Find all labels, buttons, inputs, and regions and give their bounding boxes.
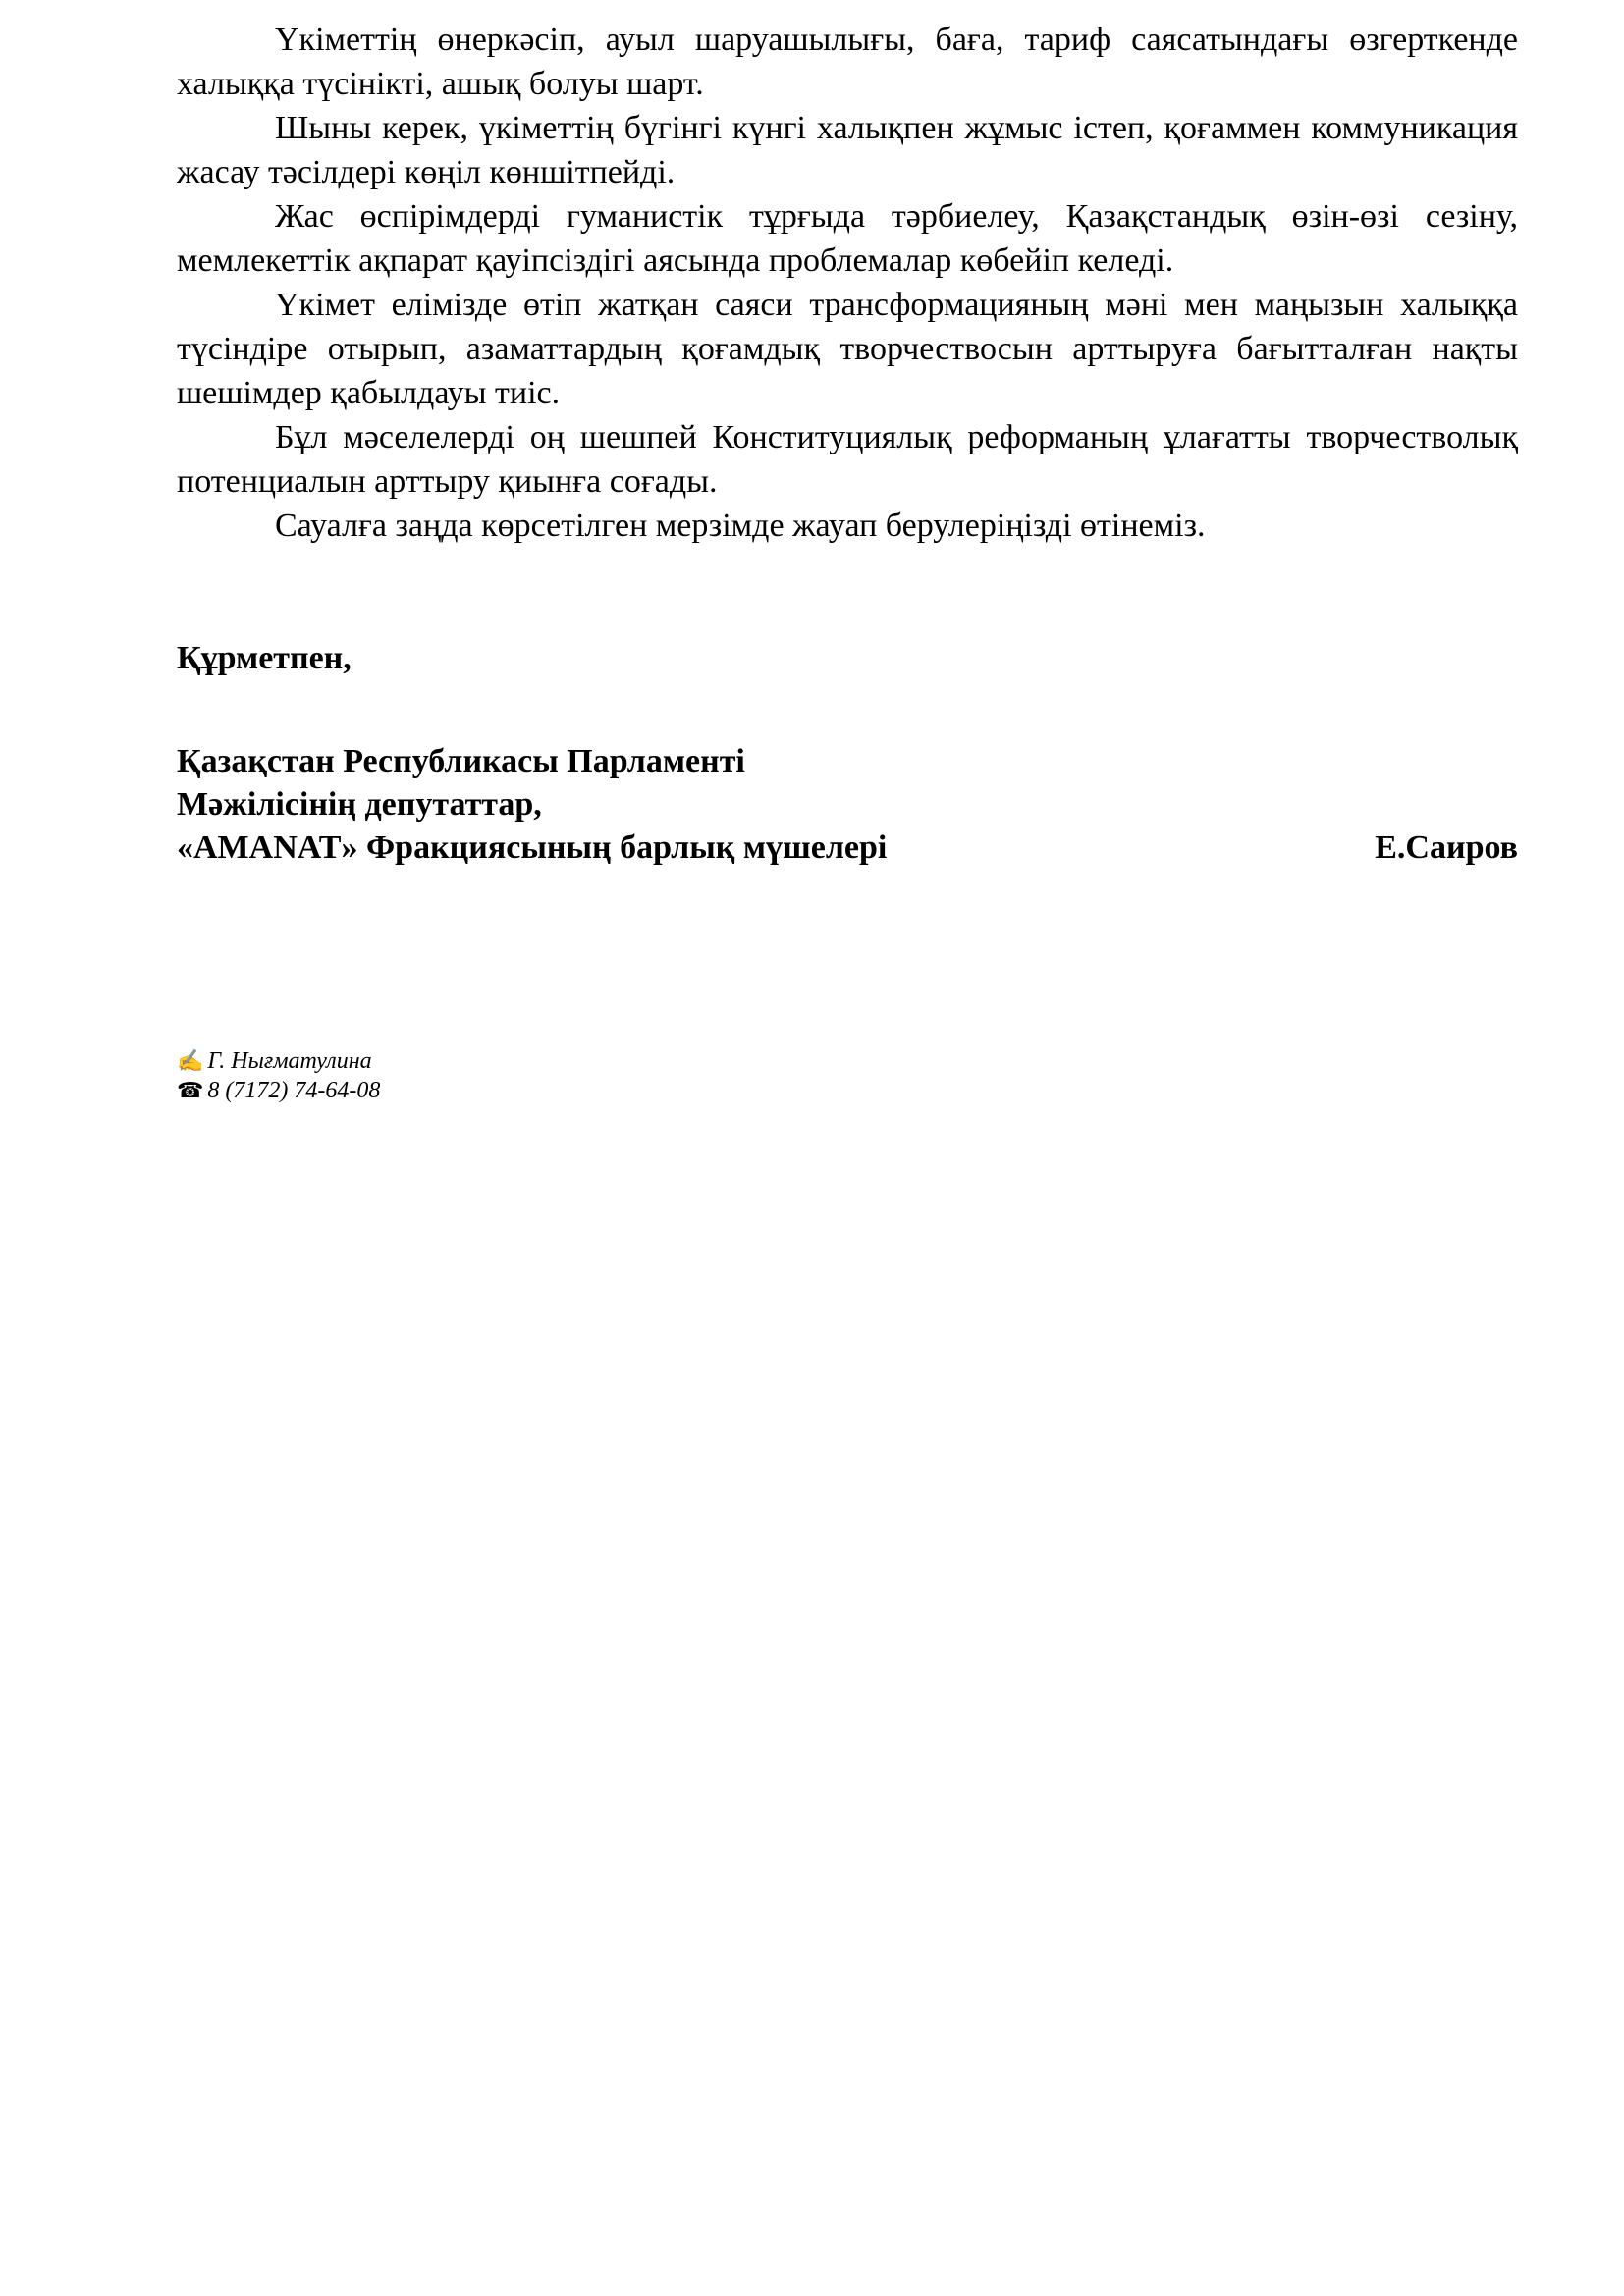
signature-line-3 xyxy=(177,827,1518,870)
salutation: Құрметпен, xyxy=(177,640,352,676)
body-text xyxy=(177,18,1518,548)
paragraph-1: Үкіметтің өнеркәсіп, ауыл шаруашылығы, баға, тариф саясатындағы өзгерткенде халыққа түсінікті, ашық болуы шарт. xyxy=(177,22,1518,102)
signature-block xyxy=(177,740,1518,870)
signatory-name: Е.Саиров xyxy=(1375,829,1518,866)
contact-info xyxy=(177,1046,380,1105)
document-page xyxy=(177,18,1518,1103)
signature-org: «AMANAT» Фракциясының барлық мүшелері xyxy=(177,829,888,866)
telephone-icon: ☎ xyxy=(177,1078,204,1102)
paragraph-4: Үкімет елімізде өтіп жатқан саяси трансформацияның мәні мен маңызын халыққа түсіндіре отырып, азаматтардың қоғамдық творчествосын арттыруға бағытталған нақты шешімдер қабылдауы тиіс. xyxy=(177,287,1518,411)
pen-icon: ✍ xyxy=(177,1048,204,1073)
signature-line-2: Мәжілісінің депутаттар, xyxy=(177,786,542,823)
executor-name: Г. Нығматулина xyxy=(207,1048,372,1074)
paragraph-5: Бұл мәселелерді оң шешпей Конституциялық реформаның ұлағатты творчестволық потенциалын арттыру қиынға соғады. xyxy=(177,419,1518,500)
phone-number: 8 (7172) 74-64-08 xyxy=(207,1078,381,1103)
phone-line xyxy=(177,1076,380,1105)
paragraph-3: Жас өспірімдерді гуманистік тұрғыда тәрбиелеу, Қазақстандық өзін-өзі сезіну, мемлекеттік ақпарат қауіпсіздігі аясында проблемалар көбейіп келеді. xyxy=(177,198,1518,279)
paragraph-2: Шыны керек, үкіметтің бүгінгі күнгі халықпен жұмыс істеп, қоғаммен коммуникация жасау тәсілдері көңіл көншітпейді. xyxy=(177,110,1518,190)
signature-line-1: Қазақстан Республикасы Парламенті xyxy=(177,743,745,779)
executor-line xyxy=(177,1046,380,1076)
paragraph-6: Сауалға заңда көрсетілген мерзімде жауап берулеріңізді өтінеміз. xyxy=(275,507,1206,544)
